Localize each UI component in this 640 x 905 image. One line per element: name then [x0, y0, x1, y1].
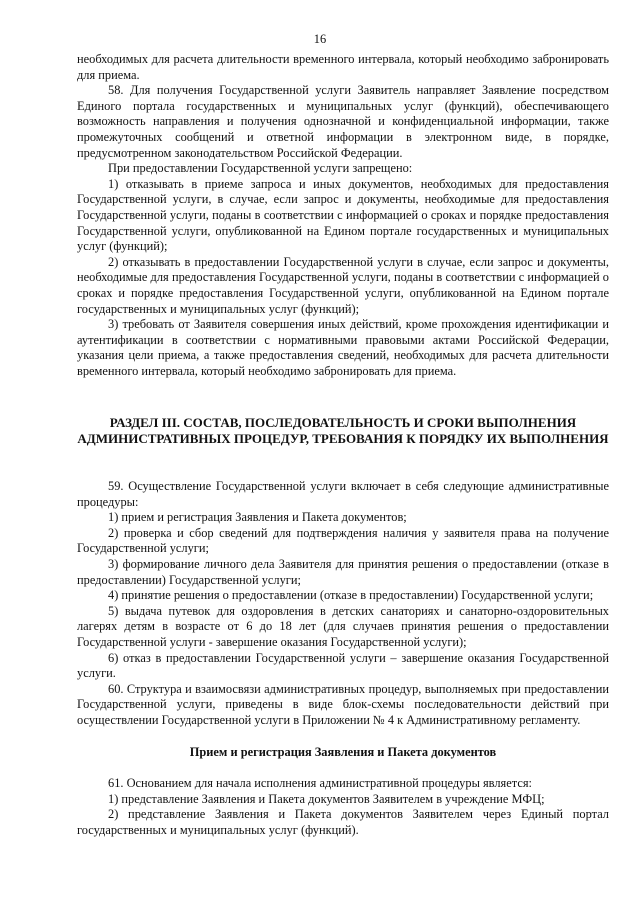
paragraph: 58. Для получения Государственной услуги Заявитель направляет Заявление посредством Единого портала государственных и муниципальных услуг (функций), обеспечивающего возможность направления и получения однозначной и конфиденциальной информации, также промежуточных сообщений и ответной информации в электронном виде, в порядке, предусмотренном законодательством Российской Федерации. — [77, 83, 609, 160]
list-item: 6) отказ в предоставлении Государственной услуги – завершение оказания Государственной услуги. — [77, 650, 609, 681]
list-item: 3) формирование личного дела Заявителя для принятия решения о предоставлении (отказе в предоставлении) Государственной услуги; — [77, 557, 609, 587]
list-item: 5) выдача путевок для оздоровления в детских санаториях и санаторно-оздоровительных лагерях детям в возрасте от 6 до 18 лет (для случаев принятия решения о предоставлении Государственной услуги - завершение оказания Государственной услуги); — [77, 603, 609, 649]
page-content — [77, 52, 609, 839]
paragraph: 2) отказывать в предоставлении Государственной услуги в случае, если запрос и документы, необходимые для предоставления Государственной услуги, поданы в соответствии с информацией о сроках и порядке предоставления Государственной услуги, опубликованной на Едином портале государственных и муниципальных услуг (функций); — [77, 254, 609, 316]
paragraph: 1) отказывать в приеме запроса и иных документов, необходимых для предоставления Государственной услуги, в случае, если запрос и документы, необходимые для предоставления Государственной услуги, поданы в соответствии с информацией о сроках и порядке предоставления Государственной услуги, опубликованной на Едином портале государственных и муниципальных услуг (функций); — [77, 176, 609, 254]
paragraph: 3) требовать от Заявителя совершения иных действий, кроме прохождения идентификации и аутентификации в соответствии с нормативными правовыми актами Российской Федерации, указания цели приема, а также предоставления сведений, необходимых для расчета длительности временного интервала, который необходимо забронировать для приема. — [77, 317, 609, 378]
page-number: 16 — [313, 32, 327, 46]
list-item: 1) прием и регистрация Заявления и Пакета документов; — [108, 510, 407, 525]
section-heading: РАЗДЕЛ III. СОСТАВ, ПОСЛЕДОВАТЕЛЬНОСТЬ И СРОКИ ВЫПОЛНЕНИЯ АДМИНИСТРАТИВНЫХ ПРОЦЕДУР, ТРЕБОВАНИЯ К ПОРЯДКУ ИХ ВЫПОЛНЕНИЯ — [77, 415, 609, 447]
paragraph: необходимых для расчета длительности временного интервала, который необходимо забронировать для приема. — [77, 52, 609, 82]
list-item: 4) принятие решения о предоставлении (отказе в предоставлении) Государственной услуги; — [108, 588, 594, 603]
paragraph: 61. Основанием для начала исполнения административной процедуры является: — [108, 776, 532, 791]
paragraph: 60. Структура и взаимосвязи административных процедур, выполняемых при предоставлении Государственной услуги, приведены в виде блок-схемы последовательности действий при осуществлении Государственной услуги в Приложении № 4 к Административному регламенту. — [77, 681, 609, 727]
subsection-heading: Прием и регистрация Заявления и Пакета документов — [189, 744, 497, 759]
list-item: 1) представление Заявления и Пакета документов Заявителем в учреждение МФЦ; — [108, 791, 545, 806]
list-item: 2) проверка и сбор сведений для подтверждения наличия у заявителя права на получение Государственной услуги; — [77, 525, 609, 556]
list-item: 2) представление Заявления и Пакета документов Заявителем через Единый портал государственных и муниципальных услуг (функций). — [77, 807, 609, 837]
paragraph: 59. Осуществление Государственной услуги включает в себя следующие административные процедуры: — [77, 479, 609, 509]
paragraph: При предоставлении Государственной услуги запрещено: — [108, 161, 413, 176]
